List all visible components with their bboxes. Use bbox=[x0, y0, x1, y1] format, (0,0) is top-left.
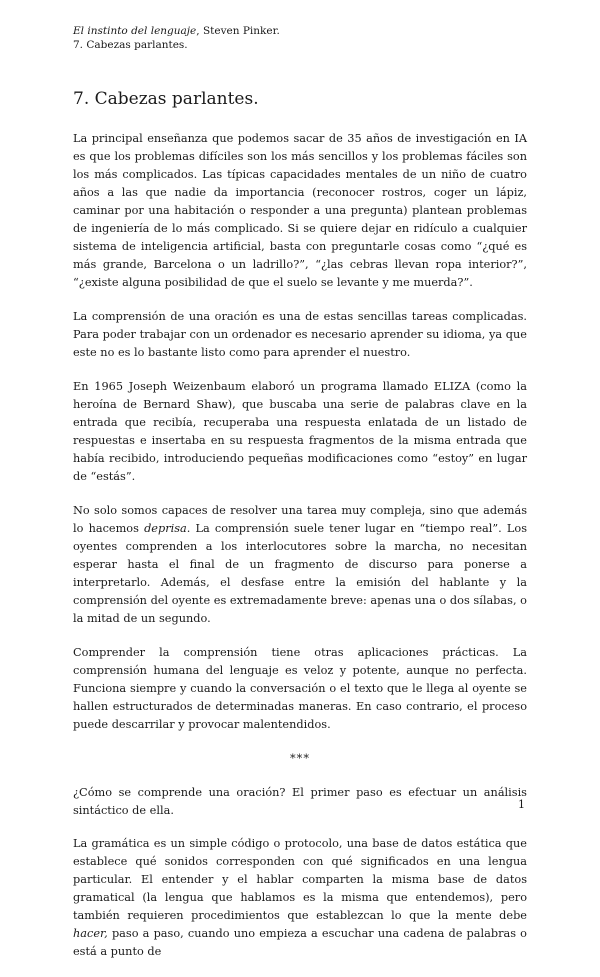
paragraph-4-start: No solo somos capaces de resolver una tarea muy compleja, sino que además lo hacemos bbox=[73, 504, 527, 535]
paragraph-7-start: La gramática es un simple código o protocolo, una base de datos estática que establece qué sonidos corresponden con qué significados en una lengua particular. El entender y el hablar comparten la misma base de datos gramatical (la lengua que hablamos es la misma que entendemos), pero también requieren procedimientos que establezcan lo que la mente debe bbox=[73, 837, 527, 922]
paragraph-6: ¿Cómo se comprende una oración? El primer paso es efectuar un análisis sintáctico de ella. bbox=[73, 786, 527, 817]
paragraph-7 bbox=[73, 835, 527, 961]
paragraph-3: En 1965 Joseph Weizenbaum elaboró un programa llamado ELIZA (como la heroína de Bernard Shaw), que buscaba una serie de palabras clave en la entrada que recibía, recuperaba una respuesta enlatada de un listado de respuestas e insertaba en su respuesta fragmentos de la misma entrada que había recibido, introduciendo pequeñas modificaciones como “estoy” en lugar de “estás”. bbox=[73, 380, 527, 483]
header-chapter-line: 7. Cabezas parlantes. bbox=[73, 39, 188, 51]
paragraph-5: Comprender la comprensión tiene otras aplicaciones prácticas. La comprensión humana del lenguaje es veloz y potente, aunque no perfecta. Funciona siempre y cuando la conversación o el texto que le llega al oyente se hallen estructurados de determinadas maneras. En caso contrario, el proceso puede descarrilar y provocar malentendidos. bbox=[73, 646, 527, 731]
chapter-title: 7. Cabezas parlantes. bbox=[73, 89, 259, 109]
paragraph-4-emphasis: deprisa bbox=[144, 522, 187, 535]
header-book-line bbox=[73, 24, 280, 38]
paragraph-1: La principal enseñanza que podemos sacar de 35 años de investigación en IA es que los problemas difíciles son los más sencillos y los problemas fáciles son los más complicados. Las típicas capacidades mentales de un niño de cuatro años a las que nadie da importancia (reconocer rostros, coger un lápiz, caminar por una habitación o responder a una pregunta) plantean problemas de ingeniería de lo más complicado. Si se quiere dejar en ridículo a cualquier sistema de inteligencia artificial, basta con preguntarle cosas como “¿qué es más grande, Barcelona o un ladrillo?”, “¿las cebras llevan ropa interior?”, “¿existe alguna posibilidad de que el suelo se levante y me muerda?”. bbox=[73, 132, 527, 289]
page-number: 1 bbox=[518, 798, 525, 811]
paragraph-4 bbox=[73, 502, 527, 628]
header-book-title: El instinto del lenguaje bbox=[73, 25, 197, 37]
running-header bbox=[73, 24, 280, 52]
paragraph-4-end: . La comprensión suele tener lugar en “tiempo real”. Los oyentes comprenden a los interlocutores sobre la marcha, no necesitan esperar hasta el final de un fragmento de discurso para ponerse a interpretarlo. Además, el desfase entre la emisión del hablante y la comprensión del oyente es extremadamente breve: apenas una o dos sílabas, o la mitad de un segundo. bbox=[73, 522, 528, 625]
section-separator: *** bbox=[290, 752, 310, 765]
paragraph-7-emphasis: hacer, bbox=[73, 927, 108, 940]
paragraph-2: La comprensión de una oración es una de estas sencillas tareas complicadas. Para poder trabajar con un ordenador es necesario aprender su idioma, ya que este no es lo bastante listo como para aprender el nuestro. bbox=[73, 310, 527, 359]
body-text bbox=[73, 130, 527, 977]
header-author: , Steven Pinker. bbox=[196, 25, 280, 37]
paragraph-7-end: paso a paso, cuando uno empieza a escuchar una cadena de palabras o está a punto de bbox=[73, 927, 527, 958]
